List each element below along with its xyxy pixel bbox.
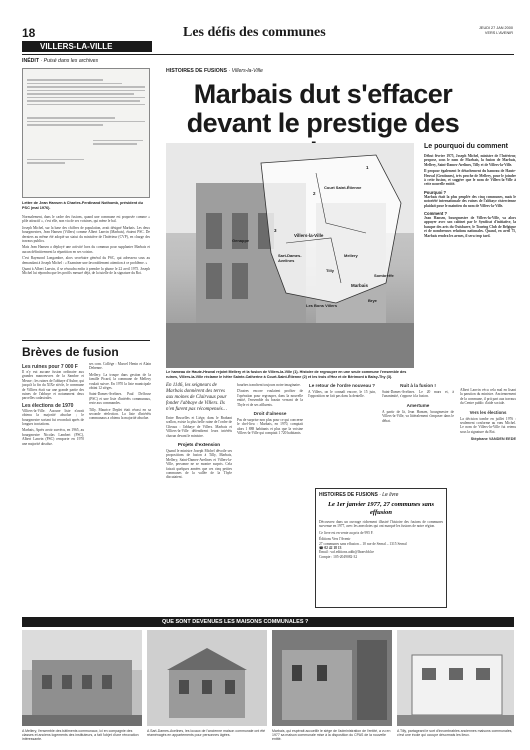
- publication-name: VERS L'AVENIR: [484, 30, 513, 35]
- header-rule: [22, 54, 514, 55]
- breves-rule: [22, 340, 150, 341]
- article-paragraph: Saint-Dames-Avelines. Le 20 mars et, à l'unanimité, s'oppose à la fusion.: [382, 390, 454, 399]
- breve-heading: Les élections de 1970: [22, 402, 74, 409]
- article-column-3: [308, 383, 376, 399]
- sidebar-subheading: Pourquoi ?: [424, 189, 447, 195]
- archive-letter-image: [22, 68, 150, 198]
- sidebar-paragraph: Albert Lanvin vécu cela mal en lisant la parution du ministre. Anciennement de la commune, il prit part aux travaux du Centre public d'aide sociale.: [460, 388, 516, 406]
- map-label-sart-dames-avelines: Sart-Dames-Avelines: [278, 253, 302, 263]
- archive-paragraph: Joseph Michel, sur la base des chiffres de population, avait désigné Marbais. Les deux bourgmestres, Jean Hansen (Villers) comme Albert Lanvin (Marbais), étaient PSC. De derniers au même été adopté un statut du ministère de l'Intérieur (CVP), en charge des travaux publics.: [22, 225, 150, 244]
- archive-body: [22, 215, 150, 276]
- map-label-genappe: Genappe: [232, 238, 250, 243]
- photo-sart-dames-avelines-illustration: [147, 630, 267, 726]
- article-subheading: Amertume: [406, 402, 430, 408]
- article-column-2: [237, 383, 303, 436]
- article-lede: En 1146, les seigneurs de Marbais donnèrent des terres aux moines de Clairvaux pour fonder l'abbaye de Villers. Ils n'en furent pas récompensés…: [166, 383, 228, 412]
- archive-label: INÉDIT · Puisé dans les archives: [22, 58, 99, 64]
- box-order: Ce livre est en vente au prix de 995 F.: [319, 530, 374, 535]
- sidebar-subheading: Comment ?: [424, 211, 448, 217]
- article-paragraph: D'autres encore voulaient profiter de l'opération pour regrouper, dans la nouvelle entité, l'ensemble du bassin versant de la Thyle et de ses affluents.: [237, 389, 303, 407]
- breve-body: Il n'y eut aucune fusion ordinaire aux grandes manoeuvres de la Sambre et Meuse ; les ruines de l'abbaye d'Aulne, qui jusqu'à la fin du XIXe siècle, le commune de Villiers était sur une grande partie des ruines de l'abbaye et notamment deux parcelles cadastrales.: [22, 370, 84, 401]
- bottom-strip-title: QUE SONT DEVENUES LES MAISONS COMMUNALES ?: [22, 617, 514, 627]
- col2-paragraph: Tilly. Maurice Deplet était réussi en sa seconde réelection. La liste d'intérêts communaux a obtenu la majorité absolue.: [89, 407, 151, 421]
- photo-sart-dames-avelines: [147, 630, 267, 726]
- main-photo-with-map: [166, 143, 414, 368]
- photo-tilly: [397, 630, 514, 726]
- box-phone: ☎ 02 42 18 13: [319, 546, 342, 551]
- sidebar-continued: [460, 388, 516, 441]
- archive-label-italic: Puisé dans les archives: [43, 58, 99, 64]
- map-marker-number: 2: [313, 191, 316, 196]
- article-paragraph: Quand le ministre Joseph Michel dévoile ses propositions de fusion à Tilly, Marbais, Mellery, Saint-Dames-Avelines et Villers-la-Ville, personne ne se montre surpris. Cela faisait quelques années que ces cinq petites communes de la vallée de la Thyle discutaient.: [166, 449, 232, 480]
- map-label-sombreffe: Sombreffe: [374, 273, 394, 278]
- box-label: HISTOIRES DE FUSIONS · Le livre: [319, 492, 399, 498]
- map-label-brye: Brye: [368, 298, 377, 303]
- article-column-1: [166, 383, 232, 480]
- fusion-label-bold: HISTOIRES DE FUSIONS: [166, 68, 228, 74]
- archive-paragraph: Quant à Albert Lanvin, il se résoudra enfin à prendre la plume le 22 avril 1975. Joseph Michel lui répondra que les profils mesuré déjà, de la tutelle de la signature du Roi.: [22, 267, 150, 276]
- map-marker-number: 1: [366, 165, 369, 170]
- article-paragraph: Entre Bruxelles et Liège, dans le Brabant wallon, existe la plus belle ruine de l'ordre de Cîteaux : l'abbaye de Villers. Marbais et Villiers-la-Ville défendirent leurs intérêts chacun devant le ministre.: [166, 416, 232, 438]
- article-paragraph: A partir de là, Jean Hansen, bourgmestre de Villers-la-Ville, va littéralement s'imposer dans le débat.: [382, 409, 454, 423]
- map-label-les-bons-villers: Les Bons Villers: [306, 303, 338, 308]
- article-subheading: Nuit à la fusion !: [400, 383, 436, 388]
- photo-marbais-illustration: [272, 630, 392, 726]
- article-subheading: Le retour de l'ordre nouveau ?: [308, 383, 376, 388]
- archive-paragraph: C'est Raymond Longambre, alors secrétaire général du PSC, qui adressera sous au demandant à Joseph Michel : « Examiner une favorablement attention à ce problème. »: [22, 256, 150, 265]
- map-marker-number: 3: [274, 228, 277, 233]
- section-city-banner: VILLERS-LA-VILLE: [22, 41, 152, 52]
- sidebar-paragraph: La décision tombe en juillet 1976 : seulement conforme au vœu Michel. Le nom de Villers-la-Ville fut retenu sous la signature du Roi.: [460, 416, 516, 434]
- col2-paragraph: ses com. Collège : Marcel Henin et Alain Dehenne.: [89, 362, 151, 371]
- breve-body: Marbais, Après avoir survécu, en 1965, au bourgmestre Nicolas Lambert (PSC), Albert Lanvin (PSC) remporte en 1970 une majorité absolue.: [22, 428, 84, 446]
- sidebar-pourquoi: [424, 143, 516, 238]
- article-paragraph: A Villers, on le connaît encore, le 15 juin, l'opposition ne fait pas dans la dentelle.: [308, 390, 376, 399]
- col2-paragraph: Saint-Dames-Avelines. Paul Delfosse (PSC) et une liste d'intérêts communaux, reste aux commandes.: [89, 392, 151, 406]
- article-subheading: Droit d'aînesse: [253, 411, 287, 417]
- photo-tilly-illustration: [397, 630, 514, 726]
- caption-tilly: A Tilly, partageant le sort d'innombrables anciennes maisons communales, c'est une école qui occupe désormais les lieux.: [397, 729, 513, 738]
- article-paragraph: bourbes tranchent toujours notre imaginaire.: [237, 383, 301, 387]
- article-paragraph: Pas de surprise non plus pour ce qui concerne le chef-lieu : Marbais, en 1970, comptait alors 1 888 habitants et plus que la voisine Villers-la-Ville qui comptait 1 720 habitants.: [237, 418, 303, 436]
- article-subheading: Projets d'extension: [177, 442, 221, 448]
- fusion-label-italic: Villers-la-Ville: [231, 68, 263, 74]
- box-body: Découvrez dans un ouvrage richement illustré l'histoire des fusions de communes survenue en 1977, avec les anecdotes qui ont marqué les fusions de notre région.: [319, 520, 443, 529]
- box-label-italic: Le livre: [382, 492, 399, 498]
- photo-mellery: [22, 630, 142, 726]
- photo-marbais: [272, 630, 392, 726]
- sidebar-paragraph: Jean Hansen, bourgmestre de Villers-la-Ville, va alors appuyer avec son cabinet par le Syndicat d'initiative, la banque des arts du Ouisbarre, le Touring Club de Belgique et de nombreuses relations nationales. Quand, en avril 75, Marbais rendra les armes, il sera trop tard.: [424, 216, 516, 238]
- archive-paragraph: Mais Jean Hansen a déployé une activité hors du commun pour supplanter Marbais et aucun définitivement la répartition en ses voisins.: [22, 245, 150, 254]
- sidebar-paragraph: Marbais était la plus peuplée des cinq communes, mais le notoriété internationale des ruines de l'abbaye cistercienne plaidait pour le maintien du nom de Villers-la-Ville.: [424, 194, 516, 208]
- map-label-villers-la-ville: Villers-la-Ville: [294, 233, 324, 238]
- author-signature: Stéphane VANDEN EEDE: [470, 437, 516, 442]
- book-announcement-box: [315, 488, 447, 608]
- archive-caption: Lettre de Jean Hansen à Charles-Ferdinand Nothomb, président du PSC (mai 1976).: [22, 201, 143, 210]
- breve-heading: Les ruines pour 7 000 F: [22, 364, 78, 370]
- caption-sart-dames-avelines: A Sart-Dames-Avelines, les locaux de l'ancienne maison communale ont été réaménagés en appartements pour personnes âgées.: [147, 729, 266, 738]
- page-number: 18: [22, 26, 36, 40]
- breves-column: [22, 362, 84, 446]
- sidebar-paragraph: Il propose également le détachement du hameau de Haute-Heuval (Gentinnes), très proche de Mellery, pour le joindre à cette fusion, et suggère que le nom de Villers-la-Ville à cette nouvelle entité.: [424, 169, 516, 187]
- article-column-4: [382, 383, 454, 423]
- archive-label-bold: INÉDIT: [22, 58, 40, 64]
- issue-date: [458, 26, 513, 35]
- box-label-bold: HISTOIRES DE FUSIONS: [319, 492, 378, 498]
- photo-caption: Le hameau de Haute-Heuval rejoint Mellery et la fusion de Villers-la-Ville (1). Histoire de regrouper en une seule commune l'ensemble des ruines, Villers-la-Ville réclame le hêtre Sainte-Catherine à Court-Saint-Étienne (2) et les trois d'Hez et de Bérimont à Baisy-Thy (3).: [166, 370, 407, 379]
- fusion-label: HISTOIRES DE FUSIONS · Villers-la-Ville: [166, 68, 263, 74]
- box-email: Email : vaf.editions.addr@lbonvbb.be: [319, 550, 374, 555]
- sidebar-title: Le pourquoi du comment: [424, 143, 508, 150]
- photo-mellery-illustration: [22, 630, 142, 726]
- box-account: Compte : 105-2049082-32: [319, 554, 358, 559]
- main-headline: Marbais dut s'effacer devant le prestige des: [186, 79, 460, 138]
- box-address: 27 communes sans effusion – 10 rue de Sernal – 1315 Sernal: [319, 541, 407, 546]
- sidebar-lead: Début février 1975, Joseph Michel, ministre de l'Intérieur, propose, sous le nom de Marbais, la fusion de Marbais, Mellery, Saint-Dames-Avelines, Tilly et de Villers-la-Ville.: [424, 154, 516, 167]
- page-title: Les défis des communes: [183, 25, 326, 40]
- map-label-tilly: Tilly: [326, 268, 334, 273]
- map-label-court-saint-etienne: Court Saint-Étienne: [324, 185, 362, 190]
- map-label-marbais: Marbais: [351, 283, 369, 288]
- caption-marbais: Marbais, qui espérait accueillir le siège de l'administration de l'entité, a vu en 1977 sa maison communale mise à la disposition du CPAS de la nouvelle entité.: [272, 729, 391, 742]
- sidebar-subheading: Vers les élections: [469, 409, 507, 415]
- breves-column-2: [89, 362, 151, 421]
- box-headline: Le 1er janvier 1977, 27 communes sans effusion: [328, 501, 434, 516]
- box-editor: Éditions Vers l'Avenir: [319, 537, 351, 542]
- issue-date-line: JEUDI 27 JAN 2000: [479, 26, 513, 30]
- breve-body: Villiers-la-Ville. Aucune liste n'avait obtenu la majorité absolue ; le bourgmestre sortant fut reconduit après de longues tractations.: [22, 408, 84, 427]
- col2-paragraph: Mellery. La troupe dans gestion de la famille Picard, la commune de Mellery voulait suivre. En 1970 la liste municipale obtint 12 sièges.: [89, 372, 151, 391]
- caption-mellery: A Mellery, l'ensemble des bâtiments communaux, ici en compagnie des classes et anciens logements des instituteurs, a fait l'objet d'une rénovation intéressante.: [22, 729, 139, 742]
- box-phone-number: 02 42 18 13: [324, 546, 342, 551]
- archive-paragraph: Normalement, dans le cadre des fusions, quand une commune est proposée comme « pôle attractif », c'est elle, non via de ses voisines, qui mène le bal.: [22, 215, 150, 224]
- breves-title: Brèves de fusion: [22, 345, 119, 359]
- map-label-mellery: Mellery: [344, 253, 358, 258]
